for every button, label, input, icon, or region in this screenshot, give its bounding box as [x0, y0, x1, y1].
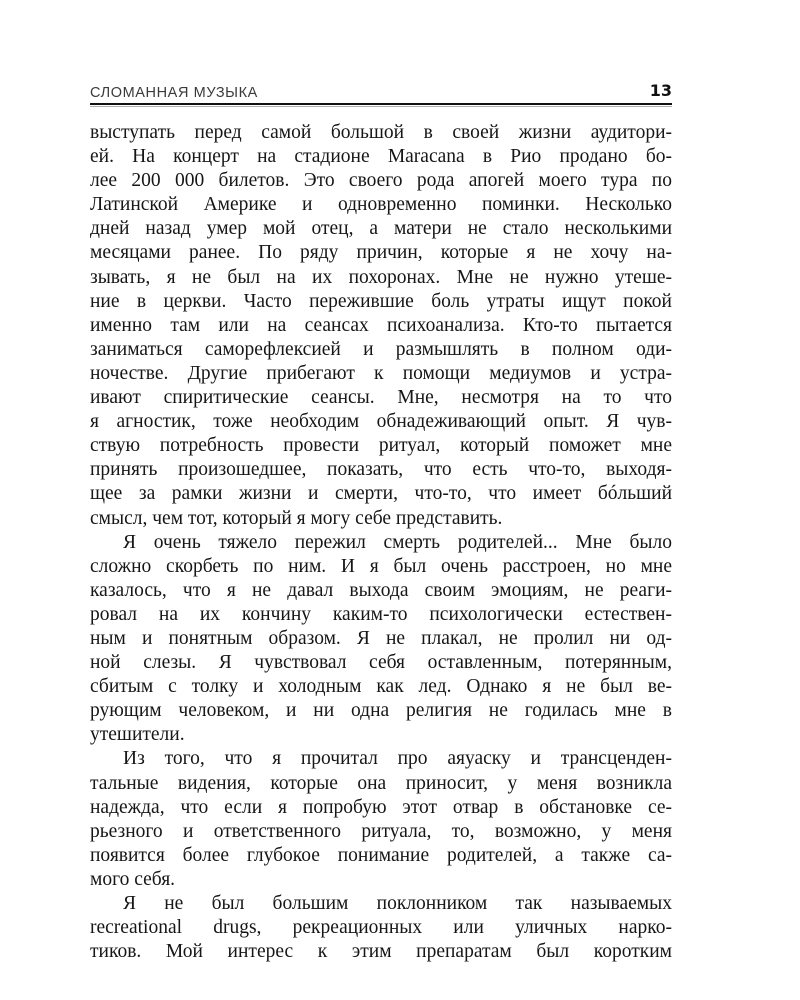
text-line: именно там или на сеансах психоанализа. Кто-то пытается — [90, 314, 672, 336]
text-line: смысл, чем тот, который я могу себе представить. — [90, 507, 503, 529]
body-text — [90, 121, 672, 964]
text-line: я агностик, тоже необходим обнадеживающий опыт. Я чув- — [90, 411, 672, 433]
text-line: ным и понятным образом. Я не плакал, не пролил ни од- — [90, 627, 672, 649]
text-line: сбитым с толку и холодным как лед. Однако я не был ве- — [90, 676, 672, 698]
text-line: сложно скорбеть по ним. И я был очень расстроен, но мне — [90, 555, 672, 577]
text-line: рующим человеком, и ни одна религия не годилась мне в — [90, 700, 672, 722]
text-line: мого себя. — [90, 868, 176, 890]
text-line: Я очень тяжело пережил смерть родителей... Мне было — [123, 531, 672, 553]
text-line: тиков. Мой интерес к этим препаратам был коротким — [90, 941, 672, 963]
text-line: ствую потребность провести ритуал, который поможет мне — [90, 435, 672, 457]
text-line: Латинской Америке и одновременно поминки. Несколько — [90, 194, 672, 216]
text-line: принять произошедшее, показать, что есть что-то, выходя- — [90, 459, 672, 481]
text-line: заниматься саморефлексией и размышлять в полном оди- — [90, 338, 672, 360]
header-rule-thin — [90, 106, 672, 107]
text-line: ей. На концерт на стадионе Maracana в Рио продано бо- — [90, 146, 672, 168]
text-line: ивают спиритические сеансы. Мне, несмотря на то что — [90, 387, 672, 409]
text-line: надежда, что если я попробую этот отвар в обстановке се- — [90, 796, 672, 818]
text-line: появится более глубокое понимание родителей, а также са- — [90, 844, 672, 866]
text-line: ние в церкви. Часто пережившие боль утраты ищут покой — [90, 290, 672, 312]
page-header — [90, 80, 672, 104]
text-line: утешители. — [90, 724, 185, 746]
text-line: Я не был большим поклонником так называемых — [123, 893, 672, 914]
text-line: ровал на их кончину каким-то психологически естествен- — [90, 603, 672, 625]
running-title: СЛОМАННАЯ МУЗЫКА — [90, 85, 258, 101]
text-line: Из того, что я прочитал про аяуаску и трансценден- — [123, 748, 672, 770]
header-rule — [90, 103, 672, 105]
text-line: recreational drugs, рекреационных или уличных нарко- — [90, 917, 672, 939]
text-line: зывать, я не был на их похоронах. Мне не нужно утеше- — [90, 266, 672, 288]
page-number: 13 — [649, 81, 672, 100]
text-line: рьезного и ответственного ритуала, то, возможно, у меня — [90, 820, 672, 842]
text-line: щее за рамки жизни и смерти, что-то, что имеет бóльший — [90, 483, 672, 505]
text-line: казалось, что я не давал выхода своим эмоциям, не реаги- — [90, 579, 672, 601]
text-line: дней назад умер мой отец, а матери не стало несколькими — [90, 218, 672, 240]
text-line: ной слезы. Я чувствовал себя оставленным, потерянным, — [90, 652, 672, 674]
text-line: лее 200 000 билетов. Это своего рода апогей моего тура по — [90, 170, 672, 192]
text-line: ночестве. Другие прибегают к помощи медиумов и устра- — [90, 362, 672, 384]
text-line: тальные видения, которые она приносит, у меня возникла — [90, 772, 672, 794]
text-line: выступать перед самой большой в своей жизни аудитори- — [90, 122, 672, 143]
text-line: месяцами ранее. По ряду причин, которые я не хочу на- — [90, 242, 672, 264]
